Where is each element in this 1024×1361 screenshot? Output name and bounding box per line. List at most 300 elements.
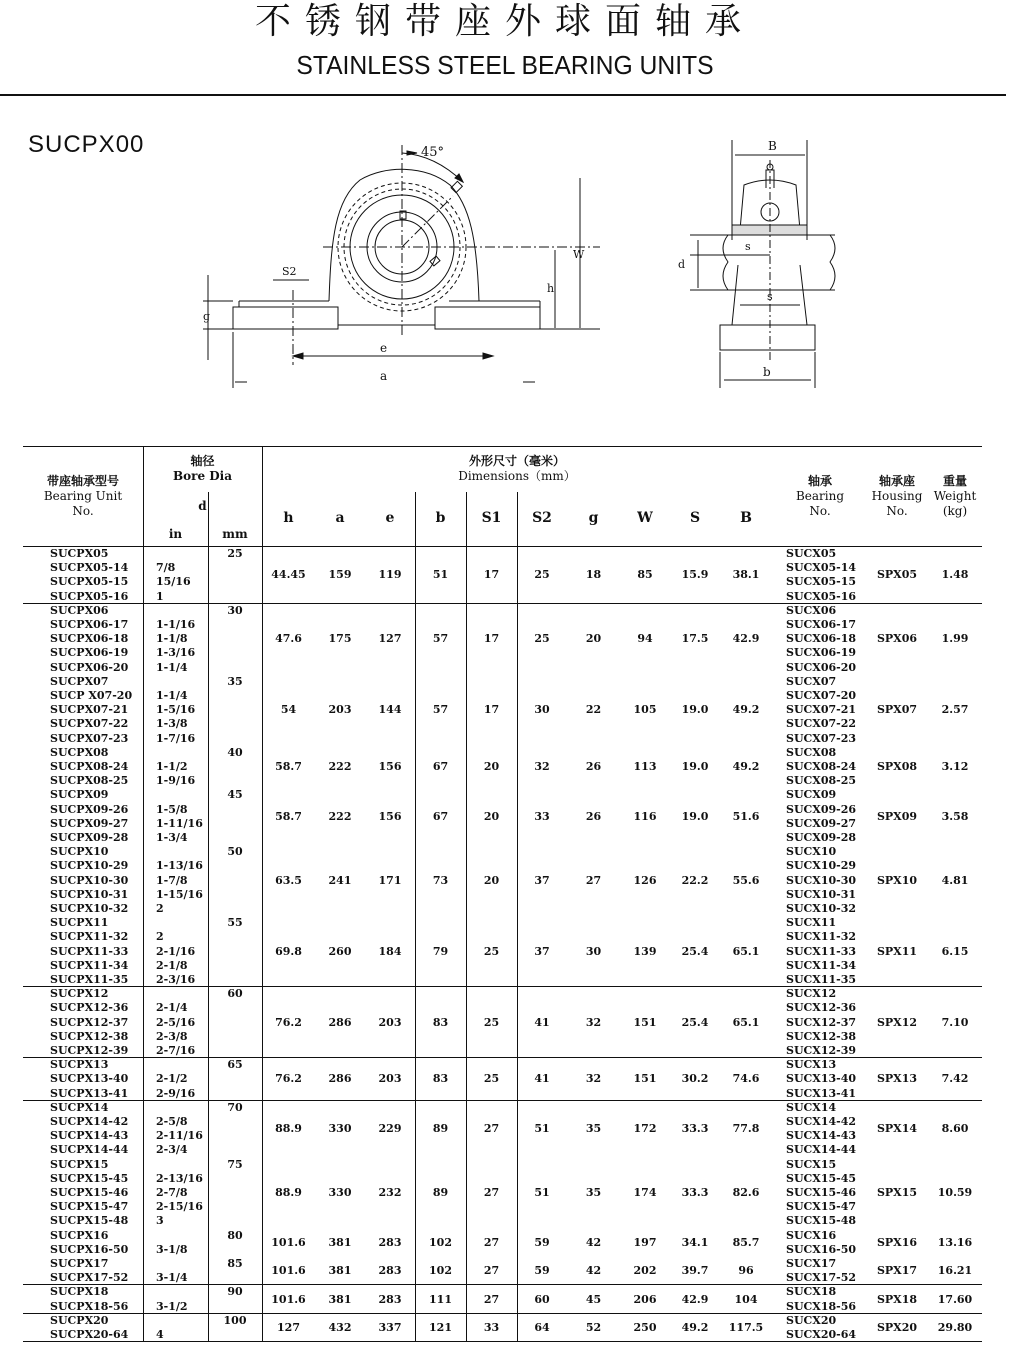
dim-a: 381	[328, 1235, 352, 1249]
bearing-number: SUCX11-35	[786, 973, 857, 986]
dim-b: 38.1	[732, 568, 760, 582]
dim-g: 18	[585, 568, 602, 582]
unit-number: SUCPX05-14	[50, 561, 129, 575]
unit-number: SUCPX14-43	[50, 1129, 129, 1143]
angle-label: 45°	[421, 145, 445, 160]
weight-value: 16.21	[937, 1264, 973, 1278]
header-dim-en: Dimensions（mm）	[458, 469, 576, 483]
dim-w: 172	[633, 1122, 657, 1136]
dim-w: 94	[637, 632, 653, 646]
header-dim-a: a	[335, 510, 345, 526]
dim-s: 34.1	[681, 1235, 709, 1249]
unit-number: SUCPX15	[50, 1157, 109, 1171]
dim-w: 105	[633, 703, 657, 717]
housing-number: SPX10	[876, 873, 918, 887]
unit-number: SUCPX06-20	[50, 660, 129, 674]
bore-inch: 3-1/8	[156, 1242, 188, 1256]
unit-number: SUCPX18	[50, 1285, 109, 1299]
dim-b: 102	[429, 1264, 452, 1278]
dim-e: 283	[378, 1235, 402, 1249]
bore-inch: 1-5/16	[156, 703, 196, 717]
bore-inch: 2	[156, 902, 164, 915]
unit-number: SUCPX07	[50, 674, 109, 688]
dim-s1: 20	[483, 760, 500, 773]
bore-mm: 100	[223, 1313, 247, 1327]
header-dim-cn: 外形尺寸（毫米）	[468, 454, 565, 468]
header-mm: mm	[222, 527, 248, 541]
bearing-number: SUCX18	[786, 1285, 837, 1299]
dim-w: 174	[633, 1186, 657, 1199]
header-bearing-no: No.	[809, 504, 831, 518]
dim-h: 76.2	[275, 1072, 302, 1086]
weight-value: 3.12	[941, 760, 969, 773]
header-weight-cn: 重量	[942, 474, 967, 488]
dim-s2: 25	[534, 568, 550, 582]
bore-inch: 2-3/8	[156, 1029, 188, 1043]
header-bore-en: Bore Dia	[172, 469, 233, 483]
bearing-number: SUCX12-36	[786, 1001, 857, 1015]
dim-s2: 25	[534, 632, 550, 646]
unit-number: SUCPX12-37	[50, 1015, 129, 1029]
dim-b: 49.2	[732, 703, 760, 717]
bearing-number: SUCX09-28	[786, 831, 857, 844]
dim-a: 381	[328, 1292, 352, 1306]
bearing-number: SUCX15-48	[786, 1214, 857, 1228]
bearing-number: SUCX06-20	[786, 660, 857, 674]
bearing-number: SUCX18-56	[786, 1299, 857, 1313]
bore-inch: 2	[156, 930, 164, 944]
header-dim-g: g	[588, 510, 599, 526]
bearing-number: SUCX05-16	[786, 589, 857, 603]
bearing-number: SUCX07-22	[786, 717, 857, 731]
bearing-number: SUCX17-52	[786, 1271, 857, 1285]
dim-s1: 25	[483, 1072, 500, 1086]
bore-inch: 2-7/16	[156, 1044, 196, 1057]
bearing-number: SUCX08-25	[786, 774, 857, 788]
dim-h: 44.45	[271, 568, 306, 582]
side-s-lower-label: s	[767, 290, 773, 303]
bore-mm: 80	[227, 1228, 243, 1242]
housing-number: SPX07	[876, 703, 918, 717]
bore-inch: 7/8	[156, 561, 176, 575]
dim-s1: 20	[483, 809, 500, 823]
dim-s1: 17	[483, 703, 500, 717]
bearing-number: SUCX15-46	[786, 1186, 857, 1199]
dim-s: 39.7	[681, 1264, 709, 1278]
dim-e: 203	[378, 1072, 402, 1086]
bore-mm: 85	[227, 1257, 243, 1270]
dim-s: 22.2	[681, 873, 709, 887]
bearing-number: SUCX06-18	[786, 632, 857, 646]
dim-b: 67	[432, 760, 449, 773]
dim-s: 19.0	[681, 703, 709, 717]
dim-h: 76.2	[275, 1015, 302, 1029]
header-dim-w: W	[637, 510, 653, 526]
weight-value: 4.81	[941, 873, 969, 887]
unit-number: SUCPX14	[50, 1100, 109, 1114]
dim-b: 65.1	[732, 1015, 760, 1029]
header-weight-unit: (kg)	[942, 504, 968, 518]
bearing-number: SUCX12-37	[786, 1015, 857, 1029]
unit-number: SUCPX16-50	[50, 1242, 129, 1256]
bearing-number: SUCX15-45	[786, 1171, 857, 1185]
housing-number: SPX14	[876, 1122, 918, 1136]
unit-number: SUCPX09	[50, 788, 109, 802]
unit-number: SUCPX14-44	[50, 1143, 129, 1157]
bearing-number: SUCX16	[786, 1228, 837, 1242]
dim-a: 222	[328, 760, 352, 773]
dim-g: 20	[585, 632, 602, 646]
bore-mm: 60	[227, 987, 243, 1001]
dim-s2: 51	[534, 1122, 550, 1136]
header-dim-h: h	[283, 510, 294, 526]
dim-h: 54	[280, 703, 297, 717]
dim-s1: 33	[483, 1320, 500, 1334]
dim-s: 33.3	[681, 1122, 709, 1136]
unit-number: SUCPX13-40	[50, 1072, 129, 1086]
column-divider	[415, 492, 416, 1342]
bearing-number: SUCX07-20	[786, 689, 857, 702]
dim-s: 25.4	[681, 944, 709, 958]
bearing-number: SUCX10-29	[786, 859, 857, 873]
dim-b: 65.1	[732, 944, 760, 958]
group-divider	[23, 603, 982, 604]
dim-s2: 41	[534, 1015, 550, 1029]
unit-number: SUCPX12	[50, 987, 109, 1001]
dim-h: 127	[277, 1320, 300, 1334]
bearing-number: SUCX15	[786, 1157, 837, 1171]
unit-number: SUCPX05	[50, 547, 109, 560]
dim-b: 117.5	[728, 1320, 764, 1334]
dim-h: 69.8	[275, 944, 302, 958]
unit-number: SUCPX10-32	[50, 902, 129, 915]
dim-w: 116	[633, 809, 657, 823]
bore-inch: 1-1/4	[156, 660, 188, 674]
title-english: STAINLESS STEEL BEARING UNITS	[296, 50, 714, 80]
header-dim-s: S	[689, 510, 701, 526]
bearing-number: SUCX07	[786, 674, 837, 688]
dim-s2: 41	[534, 1072, 550, 1086]
dim-s2: 37	[534, 944, 550, 958]
dim-e: 156	[378, 760, 402, 773]
side-s-upper-label: s	[745, 240, 751, 253]
dim-s2: 51	[534, 1186, 550, 1199]
dim-s1: 20	[483, 873, 500, 887]
weight-value: 29.80	[937, 1320, 973, 1334]
h-label: h	[547, 282, 555, 295]
bearing-number: SUCX05-14	[786, 561, 857, 575]
dim-b: 77.8	[732, 1122, 760, 1136]
bore-mm: 90	[227, 1285, 243, 1299]
weight-value: 1.48	[941, 568, 969, 582]
unit-number: SUCPX07-21	[50, 703, 129, 717]
bearing-number: SUCX05	[786, 547, 837, 560]
unit-number: SUCPX10-29	[50, 859, 129, 873]
bore-inch: 2-1/16	[156, 944, 196, 958]
dim-b: 96	[738, 1264, 754, 1278]
unit-number: SUCPX05-15	[50, 575, 129, 589]
dim-g: 32	[585, 1072, 602, 1086]
bearing-number: SUCX06	[786, 603, 837, 617]
bearing-number: SUCX13-40	[786, 1072, 857, 1086]
bore-inch: 2-3/16	[156, 973, 196, 986]
dim-b: 67	[432, 809, 449, 823]
dim-a: 432	[328, 1320, 352, 1334]
dim-a: 175	[328, 632, 352, 646]
weight-value: 6.15	[941, 944, 969, 958]
housing-number: SPX20	[876, 1320, 918, 1334]
dim-s: 15.9	[681, 568, 709, 582]
bore-inch: 2-11/16	[156, 1129, 203, 1143]
dim-b: 73	[432, 873, 449, 887]
dim-s: 25.4	[681, 1015, 709, 1029]
dim-s: 17.5	[681, 632, 709, 646]
table-top-border	[23, 446, 982, 447]
header-unit-en: Bearing Unit	[43, 489, 123, 503]
dim-g: 42	[585, 1264, 602, 1278]
dim-s2: 64	[534, 1320, 550, 1334]
bore-inch: 1-1/8	[156, 632, 188, 646]
dim-s2: 33	[534, 809, 550, 823]
bore-inch: 2-3/4	[156, 1143, 188, 1157]
header-unit-cn: 带座轴承型号	[46, 474, 119, 488]
unit-number: SUCPX09-26	[50, 802, 129, 816]
w-label: W	[573, 248, 585, 261]
dim-s1: 17	[483, 632, 500, 646]
unit-number: SUCPX08-24	[50, 760, 129, 773]
dim-a: 330	[328, 1186, 352, 1199]
title-chinese: 不锈钢带座外球面轴承	[254, 1, 755, 42]
housing-number: SPX18	[876, 1292, 918, 1306]
bore-inch: 1-1/4	[156, 689, 188, 702]
bearing-number: SUCX11	[786, 916, 837, 930]
bore-inch: 2-15/16	[156, 1200, 203, 1214]
model-series-label: SUCPX00	[28, 131, 145, 158]
header-bearing-cn: 轴承	[807, 474, 832, 488]
bearing-number: SUCX11-33	[786, 944, 857, 958]
dim-h: 88.9	[275, 1122, 302, 1136]
bearing-number: SUCX06-17	[786, 618, 857, 631]
unit-number: SUCPX08	[50, 745, 109, 759]
dim-e: 283	[378, 1264, 402, 1278]
bore-mm: 30	[227, 603, 243, 617]
bore-inch: 2-7/8	[156, 1186, 188, 1199]
column-divider	[517, 492, 518, 1342]
dim-h: 101.6	[271, 1264, 306, 1278]
bearing-number: SUCX08	[786, 745, 837, 759]
bore-inch: 1	[156, 589, 164, 603]
bearing-number: SUCX05-15	[786, 575, 857, 589]
bore-mm: 25	[227, 547, 243, 560]
bearing-number: SUCX10	[786, 845, 837, 859]
dim-g: 27	[585, 873, 602, 887]
dim-a: 159	[328, 568, 352, 582]
weight-value: 7.42	[941, 1072, 969, 1086]
dim-e: 229	[378, 1122, 402, 1136]
bearing-number: SUCX08-24	[786, 760, 857, 773]
dim-b: 83	[432, 1072, 449, 1086]
bearing-number: SUCX06-19	[786, 646, 857, 660]
housing-number: SPX16	[876, 1235, 918, 1249]
dim-g: 32	[585, 1015, 602, 1029]
g-label: g	[203, 310, 211, 323]
weight-value: 8.60	[941, 1122, 969, 1136]
dim-b: 104	[734, 1292, 758, 1306]
unit-number: SUCPX12-38	[50, 1029, 129, 1043]
bore-inch: 2-5/16	[156, 1015, 196, 1029]
dim-b: 82.6	[732, 1186, 760, 1199]
dim-w: 151	[633, 1072, 657, 1086]
unit-number: SUCPX12-39	[50, 1044, 129, 1057]
unit-number: SUCPX17	[50, 1257, 109, 1270]
bore-mm: 50	[227, 845, 243, 859]
bore-inch: 1-3/8	[156, 717, 188, 731]
bearing-number: SUCX17	[786, 1257, 837, 1270]
bore-inch: 3-1/2	[156, 1299, 188, 1313]
dim-a: 260	[328, 944, 352, 958]
bore-inch: 2-9/16	[156, 1086, 196, 1100]
dim-s: 30.2	[681, 1072, 709, 1086]
column-divider	[143, 446, 144, 1342]
unit-number: SUCPX13	[50, 1058, 109, 1072]
unit-number: SUCPX09-28	[50, 831, 129, 844]
bore-inch: 1-3/4	[156, 831, 188, 844]
header-in: in	[168, 527, 183, 541]
dim-a: 381	[328, 1264, 352, 1278]
bearing-number: SUCX07-21	[786, 703, 857, 717]
bore-mm: 35	[227, 674, 243, 688]
weight-value: 17.60	[937, 1292, 973, 1306]
side-b-upper-label: B	[768, 139, 777, 153]
dim-b: 121	[429, 1320, 452, 1334]
housing-number: SPX11	[876, 944, 918, 958]
unit-number: SUCPX11	[50, 916, 109, 930]
unit-number: SUCPX11-32	[50, 930, 129, 944]
dim-a: 222	[328, 809, 352, 823]
bearing-number: SUCX16-50	[786, 1242, 857, 1256]
dim-s: 19.0	[681, 809, 709, 823]
dim-b: 51	[432, 568, 449, 582]
dim-w: 202	[633, 1264, 657, 1278]
unit-number: SUCPX20-64	[50, 1328, 129, 1341]
bore-mm: 70	[227, 1100, 243, 1114]
housing-number: SPX05	[876, 568, 918, 582]
bore-inch: 1-9/16	[156, 774, 196, 788]
group-divider	[23, 1284, 982, 1285]
dim-s2: 37	[534, 873, 550, 887]
bore-mm: 75	[227, 1157, 243, 1171]
housing-number: SPX12	[876, 1015, 918, 1029]
weight-value: 10.59	[937, 1186, 973, 1199]
housing-number: SPX08	[876, 760, 918, 773]
unit-number: SUCPX10	[50, 845, 109, 859]
dim-a: 203	[328, 703, 352, 717]
dim-b: 57	[432, 703, 449, 717]
bore-inch: 1-7/16	[156, 731, 196, 745]
unit-number: SUCPX15-45	[50, 1171, 129, 1185]
e-label: e	[380, 341, 388, 355]
unit-number: SUCPX07-23	[50, 731, 129, 745]
dim-e: 203	[378, 1015, 402, 1029]
group-divider	[23, 1100, 982, 1101]
dim-s2: 59	[534, 1264, 550, 1278]
s2-label: S2	[282, 265, 297, 278]
bore-inch: 2-13/16	[156, 1171, 203, 1185]
dim-w: 85	[637, 568, 653, 582]
header-unit-no: No.	[72, 504, 94, 518]
bore-inch: 2-1/8	[156, 958, 188, 972]
weight-value: 1.99	[941, 632, 969, 646]
bore-mm: 45	[227, 788, 243, 802]
bearing-number: SUCX09-26	[786, 802, 857, 816]
group-divider	[23, 1313, 982, 1314]
table-header-bottom-border	[23, 546, 982, 547]
unit-number: SUCPX06	[50, 603, 109, 617]
unit-number: SUCPX09-27	[50, 816, 129, 830]
bearing-number: SUCX20-64	[786, 1328, 857, 1341]
unit-number: SUCPX18-56	[50, 1299, 129, 1313]
dim-s: 49.2	[681, 1320, 709, 1334]
dim-w: 151	[633, 1015, 657, 1029]
dim-b: 51.6	[732, 809, 760, 823]
header-dim-e: e	[385, 510, 395, 526]
dim-g: 26	[585, 809, 602, 823]
unit-number: SUCPX14-42	[50, 1115, 129, 1128]
header-dim-b: b	[435, 510, 446, 526]
dim-e: 119	[378, 568, 402, 582]
dim-b: 89	[432, 1122, 449, 1136]
housing-number: SPX06	[876, 632, 918, 646]
unit-number: SUCPX08-25	[50, 774, 129, 788]
dim-b: 57	[432, 632, 449, 646]
dim-s1: 25	[483, 1015, 500, 1029]
unit-number: SUCPX15-46	[50, 1186, 129, 1199]
header-dim-b: B	[740, 510, 752, 526]
bearing-number: SUCX07-23	[786, 731, 857, 745]
side-d-label: d	[678, 258, 686, 271]
dim-a: 286	[328, 1072, 352, 1086]
unit-number: SUCPX05-16	[50, 589, 129, 603]
dim-w: 139	[633, 944, 657, 958]
dim-w: 113	[633, 760, 657, 773]
unit-number: SUCP X07-20	[50, 689, 133, 702]
unit-number: SUCPX11-33	[50, 944, 129, 958]
bore-inch: 1-1/2	[156, 760, 188, 773]
bearing-number: SUCX13-41	[786, 1086, 857, 1100]
bearing-number: SUCX14-42	[786, 1115, 857, 1128]
dim-s1: 27	[483, 1122, 500, 1136]
bearing-number: SUCX10-31	[786, 887, 857, 901]
bearing-number: SUCX14	[786, 1100, 837, 1114]
dim-e: 337	[378, 1320, 402, 1334]
group-divider	[23, 1341, 982, 1342]
unit-number: SUCPX11-35	[50, 973, 129, 986]
weight-value: 13.16	[937, 1235, 973, 1249]
bore-inch: 1-11/16	[156, 816, 203, 830]
bearing-number: SUCX09-27	[786, 816, 857, 830]
dim-b: 83	[432, 1015, 449, 1029]
dim-s2: 32	[534, 760, 550, 773]
bore-inch: 1-3/16	[156, 646, 196, 660]
dim-w: 250	[633, 1320, 657, 1334]
dim-h: 63.5	[275, 873, 302, 887]
dim-w: 206	[633, 1292, 657, 1306]
unit-number: SUCPX11-34	[50, 958, 129, 972]
dim-b: 74.6	[732, 1072, 760, 1086]
bore-inch: 15/16	[156, 575, 191, 589]
dim-e: 156	[378, 809, 402, 823]
bore-inch: 3-1/4	[156, 1271, 188, 1285]
